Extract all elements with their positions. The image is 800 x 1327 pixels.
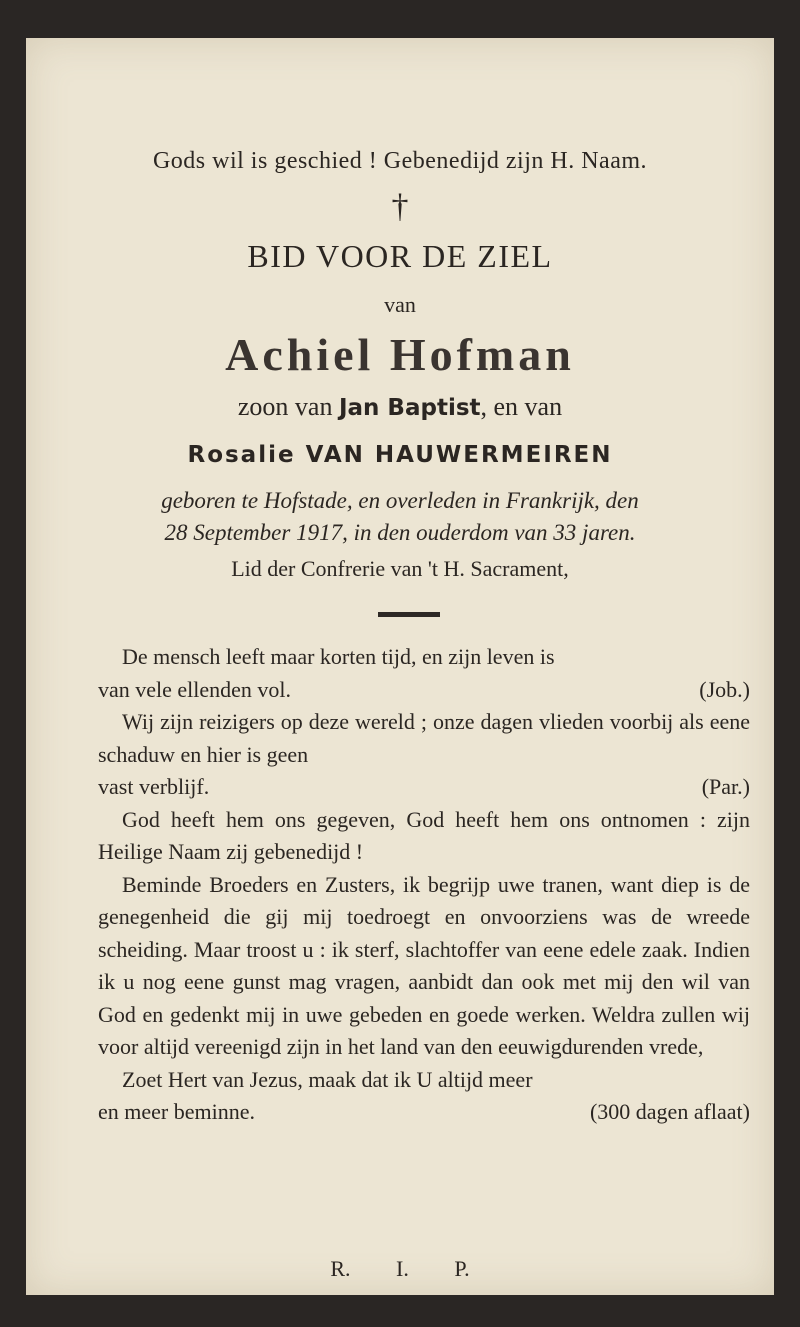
cross-icon: † — [391, 188, 409, 225]
rip: R. I. P. — [330, 1256, 470, 1281]
paragraph-prayer-text: Zoet Hert van Jezus, maak dat ik U altijd meer — [122, 1066, 533, 1092]
source-par: (Par.) — [701, 774, 750, 799]
paragraph-farewell: Beminde Broeders en Zusters, ik begrijp uwe tranen, want diep is de genegenheid die gij mij toedroegt en onvoorziens was de wreede scheiding. Maar troost u : ik sterf, slachtoffer van eene edele zaak. Indien ik u nog eene gunst mag vragen, aanbidt dan ook met mij den wil van God en gedenkt mij in uwe gebeden en goede werken. Weldra zullen wij voor altijd vereenigd zijn in het land van den eeuwigdurenden vrede, — [98, 871, 750, 1059]
death-line: 28 September 1917, in den ouderdom van 33 jaren. — [164, 520, 636, 545]
deceased-name: Achiel Hofman — [225, 329, 575, 380]
paragraph-par-text: Wij zijn reizigers op deze wereld ; onze dagen vlieden voorbij als eene schaduw en hier is geen — [98, 709, 750, 767]
paragraph-par-last: vast verblijf. — [98, 774, 210, 799]
prayer-text — [98, 641, 750, 1129]
paragraph-par — [98, 706, 750, 804]
heading: BID VOOR DE ZIEL — [247, 238, 553, 274]
mother-name: Rosalie VAN HAUWERMEIREN — [187, 442, 613, 468]
paragraph-job-last: van vele ellenden vol. — [98, 676, 292, 702]
paragraph-god: God heeft hem ons gegeven, God heeft hem ons ontnomen : zijn Heilige Naam zij gebenedijd ! — [98, 806, 750, 864]
van-line: van — [384, 292, 416, 317]
paragraph-prayer-last: en meer beminne. — [98, 1099, 255, 1124]
parents-line — [26, 392, 774, 422]
motto: Gods wil is geschied ! Gebenedijd zijn H. Naam. — [152, 148, 648, 174]
father-name: Jan Baptist — [338, 395, 481, 421]
divider — [378, 612, 440, 617]
son-of-prefix: zoon van — [237, 392, 339, 421]
paragraph-job-text: De mensch leeft maar korten tijd, en zijn leven is — [122, 644, 555, 669]
membership-line: Lid der Confrerie van 't H. Sacrament, — [231, 556, 569, 581]
son-of-suffix: , en van — [480, 392, 563, 421]
paragraph-prayer — [98, 1064, 750, 1129]
card-paper — [26, 38, 774, 1295]
indulgence-note: (300 dagen aflaat) — [589, 1099, 750, 1124]
paragraph-job — [98, 641, 750, 706]
birth-line: geboren te Hofstade, en overleden in Frankrijk, den — [161, 488, 639, 513]
source-job: (Job.) — [699, 676, 750, 702]
